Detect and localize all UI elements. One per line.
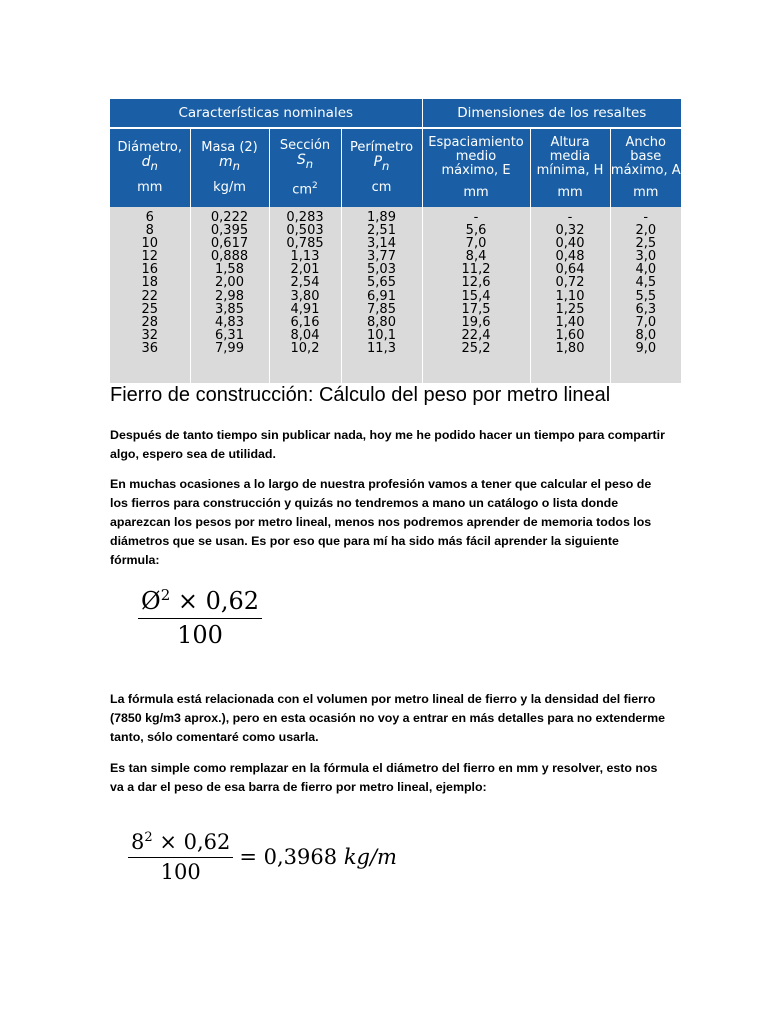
table-cell: 0,222 xyxy=(210,210,249,225)
table-cell: 7,99 xyxy=(215,340,244,356)
example-calculation xyxy=(128,830,397,884)
table-cell: 2,54 xyxy=(290,275,320,291)
table-cell: 3,80 xyxy=(290,288,320,304)
table-cell: 0,888 xyxy=(210,249,249,265)
table-cell: 2,98 xyxy=(215,288,244,304)
table-cell: 2,51 xyxy=(367,223,396,239)
table-column-header-row xyxy=(110,128,681,207)
table-cell: 11,2 xyxy=(461,262,491,278)
table-cell: 9,0 xyxy=(635,340,657,356)
column-symbol-letter: m xyxy=(218,154,233,171)
table-column-values xyxy=(269,207,341,383)
table-column-values xyxy=(422,207,530,383)
column-unit: cm xyxy=(371,179,392,195)
table-cell: 12,6 xyxy=(461,275,491,291)
column-header xyxy=(269,128,341,207)
column-unit-superscript: 2 xyxy=(312,180,318,191)
column-label: Perímetro xyxy=(349,140,414,156)
table-cell: 8,4 xyxy=(465,249,487,265)
column-label: Espaciamiento xyxy=(428,135,524,150)
table-cell: 1,60 xyxy=(555,327,585,343)
column-symbol xyxy=(270,153,341,171)
column-header xyxy=(190,128,269,207)
table-cell: 0,503 xyxy=(286,223,324,239)
table-cell: 6 xyxy=(145,210,154,225)
table-cell: 0,40 xyxy=(555,236,585,252)
table-cell: 28 xyxy=(141,314,159,330)
table-cell: 1,13 xyxy=(290,249,320,265)
table-column-values xyxy=(190,207,269,383)
group-header-nominal: Características nominales xyxy=(110,99,422,128)
table-cell: 10,2 xyxy=(290,340,320,356)
table-cell: 1,40 xyxy=(555,314,585,330)
column-symbol-letter: P xyxy=(373,154,383,171)
column-unit: $cm^2$ xyxy=(292,180,318,198)
article-title: Fierro de construcción: Cálculo del peso por metro lineal xyxy=(110,384,611,406)
column-label-line2: base xyxy=(630,149,662,164)
table-cell: 0,785 xyxy=(286,236,324,252)
table-cell: 22,4 xyxy=(461,327,491,343)
table-cell: 6,91 xyxy=(367,288,396,304)
column-header xyxy=(530,128,610,207)
table-cell: 6,31 xyxy=(215,327,244,343)
table-cell: 1,80 xyxy=(555,340,585,356)
explanation-paragraph: La fórmula está relacionada con el volumen por metro lineal de fierro y la densidad del fierro (7850 kg/m3 aprox.), pero en esta ocasión no voy a entrar en más detalles para no extenderme tanto, sólo comentaré como usarla. xyxy=(110,692,666,744)
table-cell: 12 xyxy=(141,249,159,265)
table-cell: 4,83 xyxy=(215,314,244,330)
column-unit: mm xyxy=(633,185,659,200)
table-column-values xyxy=(530,207,610,383)
table-cell: 4,91 xyxy=(290,301,320,317)
table-cell: - xyxy=(643,210,649,225)
column-label: Diámetro, xyxy=(117,140,182,156)
column-symbol xyxy=(191,155,269,173)
column-symbol-subscript: n xyxy=(232,158,241,173)
table-cell: 8,0 xyxy=(635,327,657,343)
table-cell: 11,3 xyxy=(367,340,396,356)
column-symbol-subscript: n xyxy=(305,156,314,171)
column-header xyxy=(110,128,190,207)
table-cell: 18 xyxy=(141,275,159,291)
table-cell: 0,64 xyxy=(555,262,585,278)
table-cell: 5,5 xyxy=(635,288,657,304)
table-cell: 22 xyxy=(141,288,159,304)
column-unit: mm xyxy=(557,185,583,200)
table-cell: 0,395 xyxy=(210,223,249,239)
column-symbol-letter: d xyxy=(141,154,151,171)
column-label-line3: máximo, E xyxy=(441,163,511,178)
table-cell: - xyxy=(567,210,573,225)
table-cell: 2,5 xyxy=(635,236,657,252)
rebar-specs-table xyxy=(110,99,681,383)
table-cell: 2,00 xyxy=(215,275,244,291)
table-cell: 0,283 xyxy=(286,210,324,225)
usage-paragraph: Es tan simple como remplazar en la fórmula el diámetro del fierro en mm y resolver, esto nos va a dar el peso de esa barra de fierro por metro lineal, ejemplo: xyxy=(110,761,658,794)
table-cell: 5,65 xyxy=(367,275,396,291)
table-cell: 5,6 xyxy=(465,223,487,239)
group-header-ribs: Dimensiones de los resaltes xyxy=(422,99,681,128)
table-column-values xyxy=(341,207,422,383)
formula-numerator: $Ø^2 \times 0,62$ xyxy=(141,586,260,615)
column-label-line3: mínima, H xyxy=(536,163,604,178)
table-cell: 2,01 xyxy=(290,262,320,278)
table-cell: 7,0 xyxy=(465,236,487,252)
table-cell: 25,2 xyxy=(461,340,491,356)
table-cell: 8 xyxy=(145,223,154,239)
table-cell: 0,32 xyxy=(555,223,585,239)
table-cell: 16 xyxy=(141,262,159,278)
table-cell: 10 xyxy=(141,236,159,252)
table-cell: 7,0 xyxy=(635,314,657,330)
weight-formula xyxy=(138,586,262,649)
table-cell: 3,85 xyxy=(215,301,244,317)
column-label: Masa (2) xyxy=(201,140,258,156)
table-cell: 5,03 xyxy=(367,262,396,278)
column-label-line3: máximo, A xyxy=(610,163,681,178)
intro-paragraph: Después de tanto tiempo sin publicar nada, hoy me he podido hacer un tiempo para compartir algo, espero sea de utilidad. xyxy=(110,428,665,461)
table-cell: 10,1 xyxy=(367,327,396,343)
table-cell: 6,16 xyxy=(290,314,320,330)
table-cell: 17,5 xyxy=(461,301,491,317)
column-symbol-letter: S xyxy=(296,151,306,168)
table-column-values xyxy=(610,207,681,383)
table-column-values xyxy=(110,207,190,383)
table-cell: 0,48 xyxy=(555,249,585,265)
table-cell: 32 xyxy=(141,327,159,343)
example-result: = 0,3968 kg/m xyxy=(239,845,397,869)
table-cell: 2,0 xyxy=(635,223,657,239)
table-group-header-row xyxy=(110,99,681,128)
column-label-line2: media xyxy=(549,149,591,164)
table-body-row xyxy=(110,207,681,383)
table-cell: 3,14 xyxy=(367,236,396,252)
example-denominator: 100 xyxy=(160,860,201,884)
column-header xyxy=(341,128,422,207)
column-header xyxy=(422,128,530,207)
table-cell: 1,89 xyxy=(367,210,396,225)
table-cell: 1,25 xyxy=(555,301,585,317)
table-cell: 0,72 xyxy=(555,275,585,291)
column-label: Ancho xyxy=(625,135,667,150)
column-symbol-subscript: n xyxy=(150,158,158,173)
table-cell: 4,5 xyxy=(635,275,657,291)
table-cell: 6,3 xyxy=(635,301,657,317)
column-unit: mm xyxy=(463,185,489,200)
table-cell: 15,4 xyxy=(461,288,491,304)
table-cell: 8,04 xyxy=(290,327,320,343)
table-cell: - xyxy=(473,210,479,225)
column-symbol-subscript: n xyxy=(382,158,390,173)
table-cell: 4,0 xyxy=(635,262,657,278)
table-cell: 7,85 xyxy=(367,301,396,317)
table-cell: 25 xyxy=(141,301,159,317)
example-numerator: $8^2 \times 0,62$ xyxy=(131,830,231,854)
table-cell: 1,10 xyxy=(555,288,585,304)
example-fraction xyxy=(128,830,233,884)
column-unit: mm xyxy=(137,179,163,195)
table-cell: 1,58 xyxy=(215,262,244,278)
table-cell: 36 xyxy=(141,340,159,356)
column-symbol xyxy=(342,155,422,173)
formula-denominator: 100 xyxy=(177,621,223,649)
context-paragraph: En muchas ocasiones a lo largo de nuestra profesión vamos a tener que calcular el peso de los fierros para construcción y quizás no tendremos a mano un catálogo o lista donde aparezcan los pesos por metro lineal, menos nos podremos aprender de memoria todos los diámetros que se usan. Es por eso que para mí ha sido más fácil aprender la siguiente fórmula: xyxy=(110,477,652,567)
table-cell: 8,80 xyxy=(367,314,396,330)
table-cell: 0,617 xyxy=(210,236,249,252)
table-cell: 19,6 xyxy=(461,314,491,330)
column-symbol xyxy=(110,155,190,173)
column-label: Altura xyxy=(550,135,590,150)
table-cell: 3,0 xyxy=(635,249,657,265)
column-label: Sección xyxy=(279,137,331,153)
column-header xyxy=(610,128,681,207)
table-cell: 3,77 xyxy=(367,249,396,265)
column-unit: kg/m xyxy=(213,179,246,195)
column-label-line2: medio xyxy=(455,149,497,164)
